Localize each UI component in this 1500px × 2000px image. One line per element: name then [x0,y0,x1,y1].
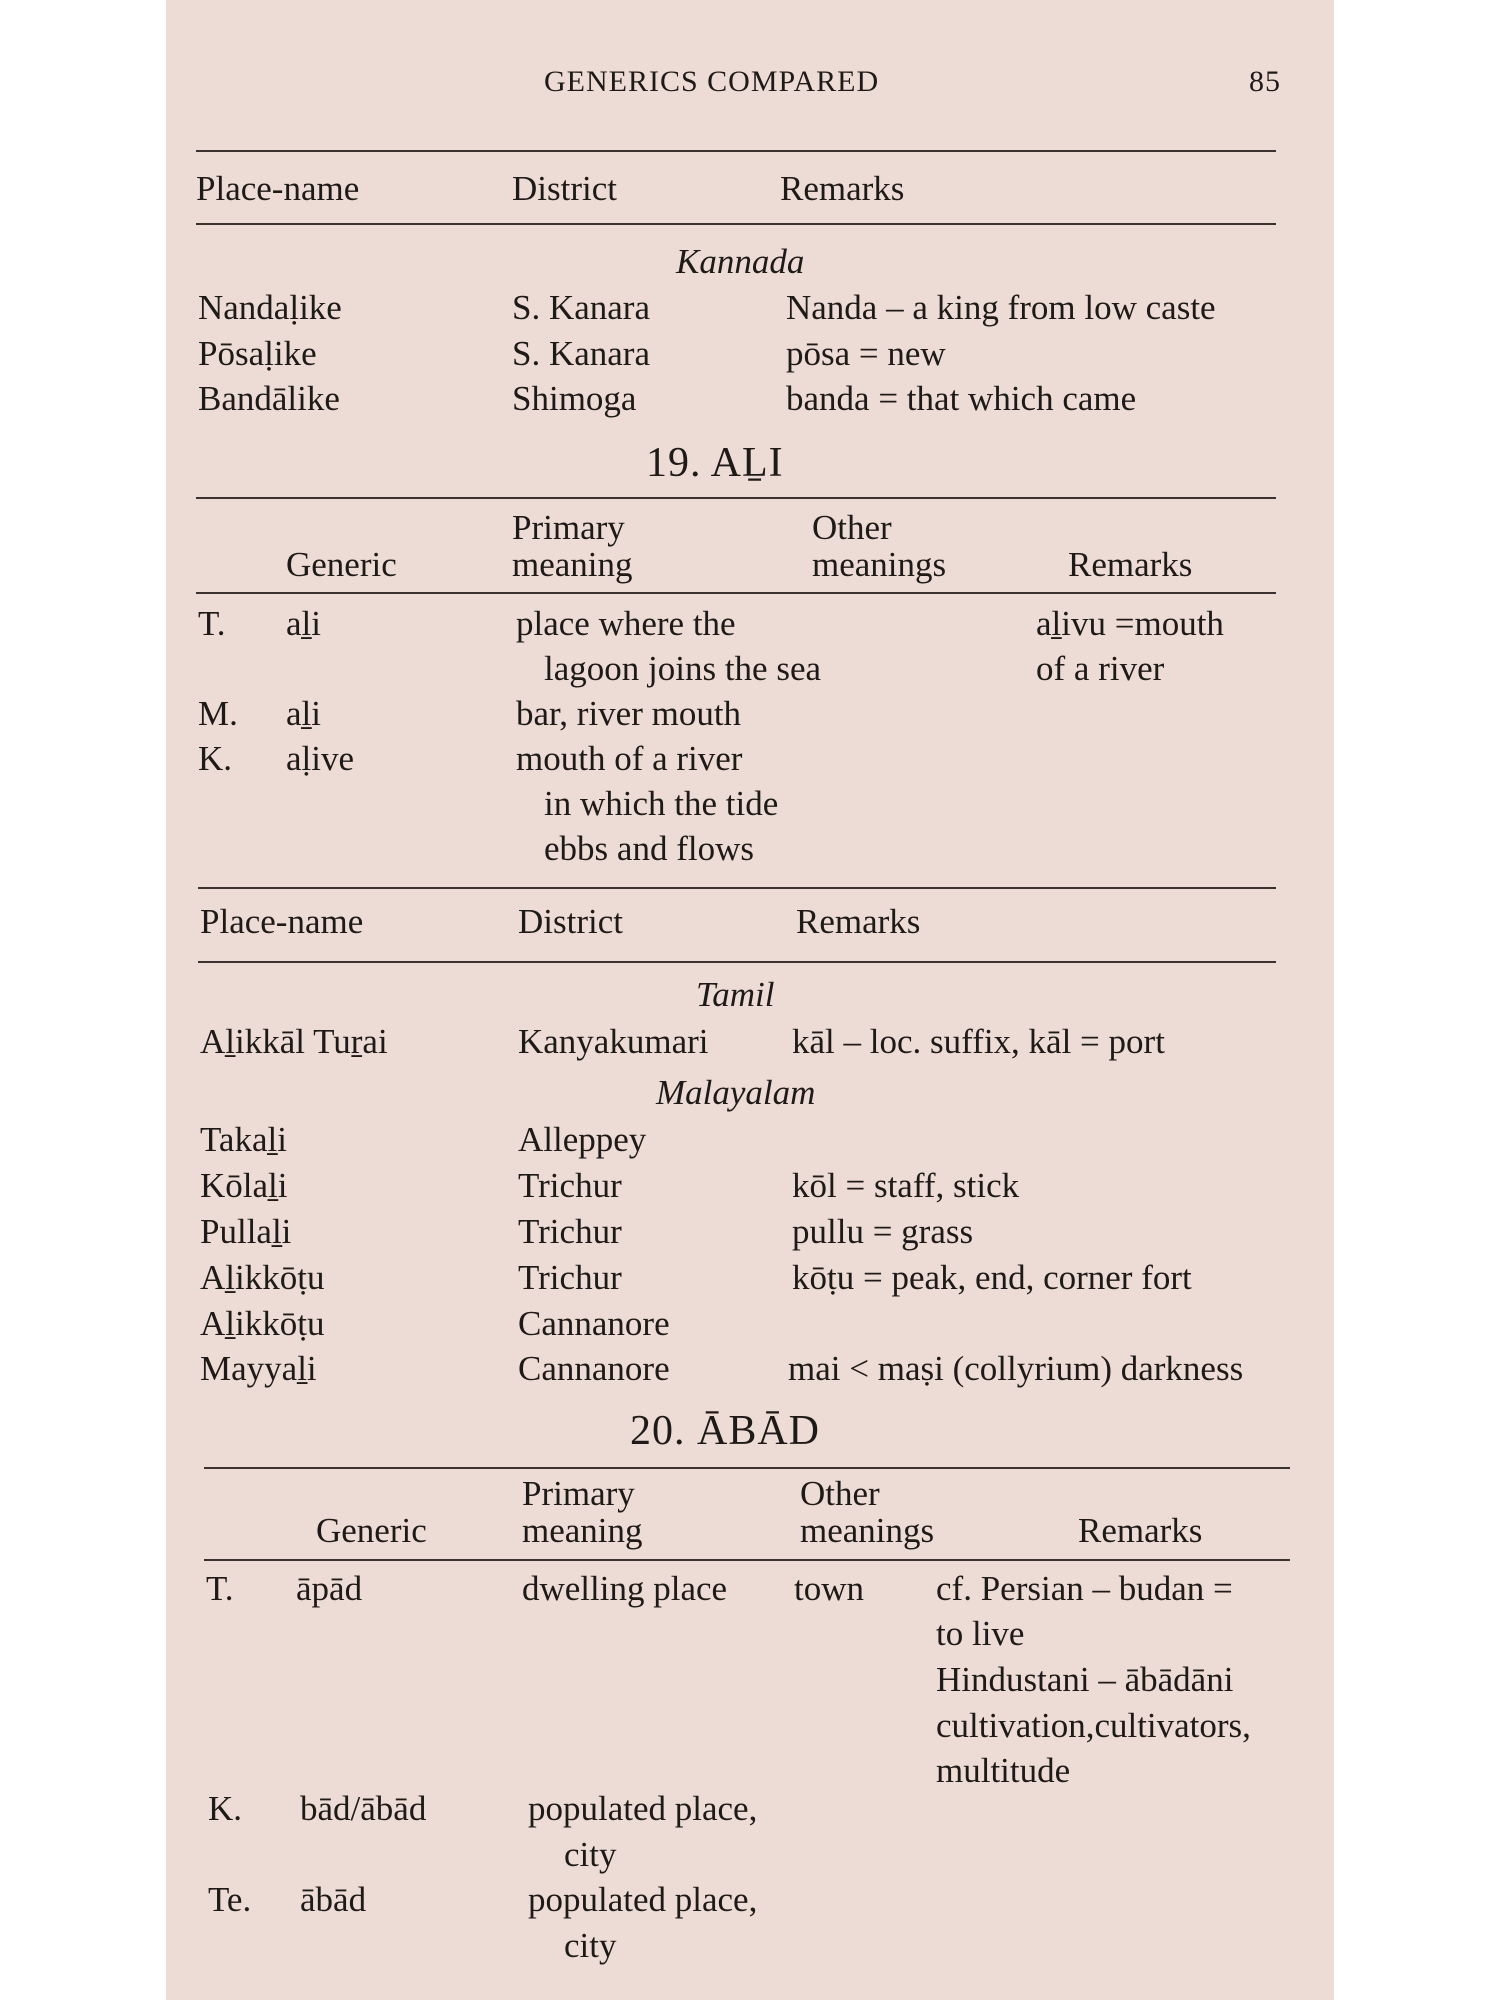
table-cell-remarks: kōṭu = peak, end, corner fort [792,1258,1192,1297]
s19-header-meanings: meanings [812,545,947,584]
table1-top-rule [196,150,1276,152]
s19-primary-cont: ebbs and flows [544,829,754,868]
table-cell-remarks: mai < maṣi (collyrium) darkness [788,1349,1244,1388]
table-row: Aḻikkōṭu [200,1304,325,1343]
page-number: 85 [1249,65,1281,98]
s19-remarks: aḻivu =mouth [1036,604,1224,643]
s19-header-meaning: meaning [512,545,633,584]
table-cell-district: Shimoga [512,379,637,418]
table-cell-district: S. Kanara [512,288,651,327]
section20-header-rule [204,1559,1290,1561]
s20-remarks-cont: cultivation,cultivators, [936,1706,1251,1745]
table-cell-district: Trichur [518,1212,622,1251]
s19-generic: aḻi [286,694,321,733]
s19-primary-cont: in which the tide [544,784,779,823]
table-cell-district: Trichur [518,1166,622,1205]
table2-header-rule [198,961,1276,963]
s19-header-remarks: Remarks [1068,545,1193,584]
s19-header-other: Other [812,508,892,547]
s20-primary-cont: city [564,1835,617,1874]
table-row: Bandālike [198,379,340,418]
section19-header-rule [196,592,1276,594]
table2-group-tamil: Tamil [696,975,775,1014]
table-cell-remarks: kōl = staff, stick [792,1166,1020,1205]
s19-primary: bar, river mouth [516,694,742,733]
s20-generic: āpād [296,1569,363,1608]
table-row: Pōsaḷike [198,334,317,373]
table-cell-district: Alleppey [518,1120,647,1159]
s20-header-primary: Primary [522,1474,635,1513]
table-cell-remarks: pōsa = new [786,334,946,373]
s20-lang: T. [206,1569,234,1608]
running-title: GENERICS COMPARED [544,65,880,98]
s20-primary: dwelling place [522,1569,728,1608]
s19-generic: aḻi [286,604,321,643]
table-row: Aḻikkāl Tuṟai [200,1022,388,1061]
s20-lang: Te. [208,1880,252,1919]
table-cell-district: Cannanore [518,1349,670,1388]
section-20-title: 20. ĀBĀD [630,1408,821,1454]
table1-header-remarks: Remarks [780,169,905,208]
s20-primary: populated place, [528,1880,758,1919]
table-row: Mayyaḻi [200,1349,317,1388]
s19-lang: K. [198,739,233,778]
table2-top-rule [198,887,1276,889]
table-row: Aḻikkōṭu [200,1258,325,1297]
table-row: Pullaḻi [200,1212,292,1251]
s20-header-other: Other [800,1474,880,1513]
s20-remarks-cont: Hindustani – ābādāni [936,1660,1234,1699]
table1-header-district: District [512,169,617,208]
table-cell-district: Trichur [518,1258,622,1297]
s20-lang: K. [208,1789,243,1828]
section-19-title: 19. AḺI [646,440,784,486]
table1-header-rule [196,223,1276,225]
s20-generic: bād/ābād [300,1789,427,1828]
s19-primary: place where the [516,604,736,643]
s20-remarks-cont: to live [936,1614,1025,1653]
table-row: Kōlaḻi [200,1166,288,1205]
section20-top-rule [204,1467,1290,1469]
s20-remarks: cf. Persian – budan = [936,1569,1233,1608]
section19-top-rule [196,497,1276,499]
table2-header-district: District [518,902,623,941]
table2-group-malayalam: Malayalam [656,1073,816,1112]
table-cell-district: Kanyakumari [518,1022,709,1061]
table1-group-kannada: Kannada [676,242,805,281]
s20-header-meanings: meanings [800,1511,935,1550]
s20-other: town [794,1569,864,1608]
table-cell-remarks: pullu = grass [792,1212,974,1251]
s19-header-generic: Generic [286,545,397,584]
s20-header-remarks: Remarks [1078,1511,1203,1550]
table-cell-district: S. Kanara [512,334,651,373]
s19-primary: mouth of a river [516,739,743,778]
table-cell-remarks: Nanda – a king from low caste [786,288,1216,327]
s19-primary-cont: lagoon joins the sea [544,649,822,688]
s19-header-primary: Primary [512,508,625,547]
table-cell-remarks: banda = that which came [786,379,1137,418]
table1-header-place-name: Place-name [196,169,360,208]
s20-remarks-cont: multitude [936,1751,1071,1790]
table-cell-remarks: kāl – loc. suffix, kāl = port [792,1022,1165,1061]
s19-generic: aḷive [286,739,355,778]
table-row: Takaḻi [200,1120,287,1159]
table2-header-remarks: Remarks [796,902,921,941]
s20-primary-cont: city [564,1926,617,1965]
s20-primary: populated place, [528,1789,758,1828]
s19-lang: T. [198,604,226,643]
table2-header-place-name: Place-name [200,902,364,941]
s20-header-generic: Generic [316,1511,427,1550]
s20-header-meaning: meaning [522,1511,643,1550]
table-cell-district: Cannanore [518,1304,670,1343]
table-row: Nandaḷike [198,288,342,327]
s19-remarks-cont: of a river [1036,649,1165,688]
s20-generic: ābād [300,1880,367,1919]
s19-lang: M. [198,694,238,733]
